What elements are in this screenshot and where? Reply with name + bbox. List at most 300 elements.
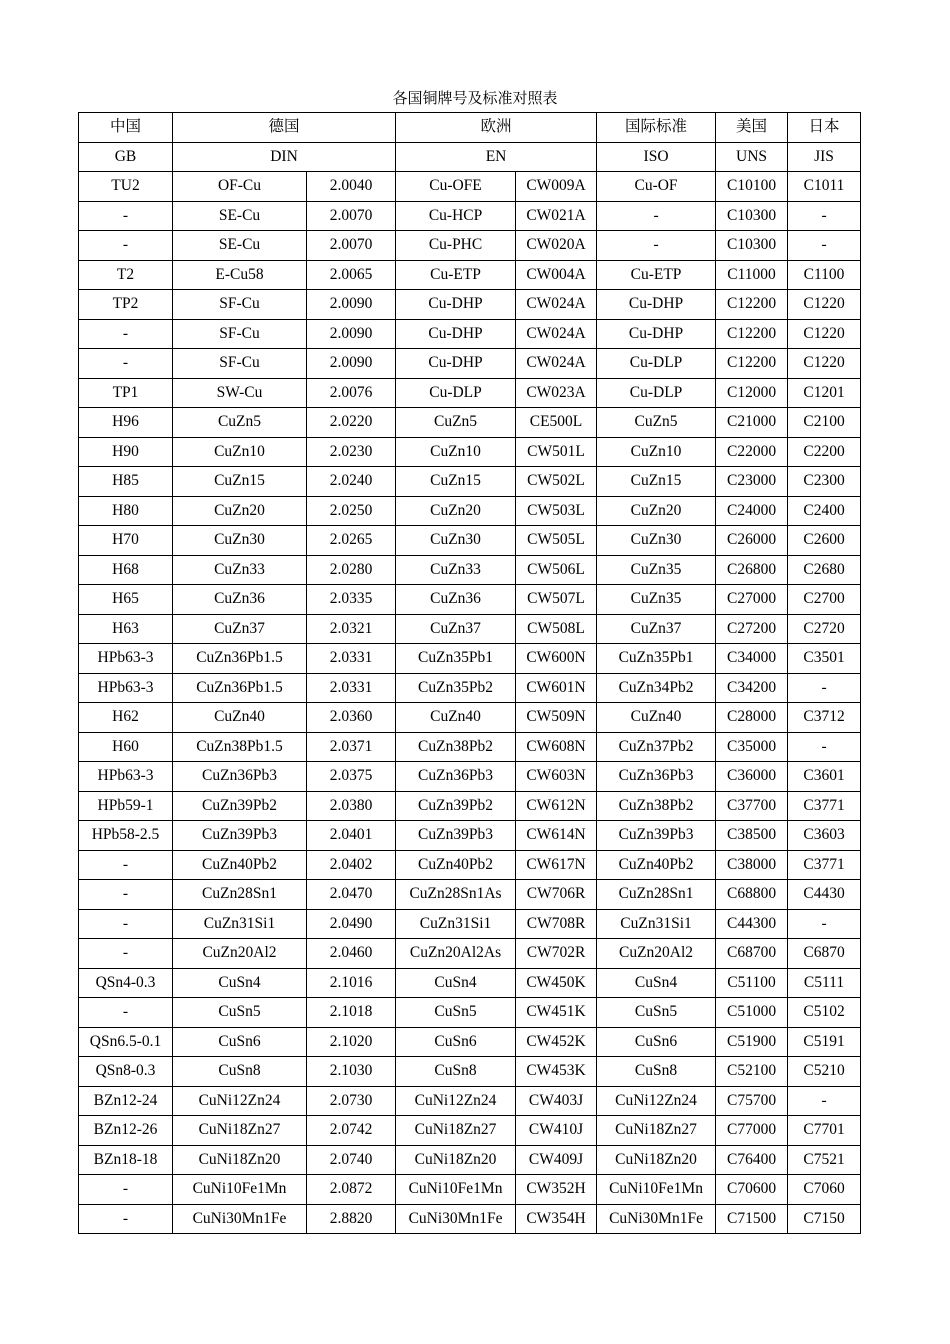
en-grade-cell: CuSn6 <box>396 1027 516 1057</box>
uns-grade-cell: C70600 <box>716 1175 788 1205</box>
en-grade-cell: Cu-DHP <box>396 319 516 349</box>
din-grade-cell: CuNi18Zn27 <box>173 1116 307 1146</box>
din-number-cell: 2.1016 <box>307 968 396 998</box>
din-grade-cell: CuNi12Zn24 <box>173 1086 307 1116</box>
en-number-cell: CW506L <box>516 555 597 585</box>
en-grade-cell: Cu-HCP <box>396 201 516 231</box>
iso-grade-cell: CuNi18Zn27 <box>597 1116 716 1146</box>
en-grade-cell: CuZn38Pb2 <box>396 732 516 762</box>
uns-grade-cell: C28000 <box>716 703 788 733</box>
country-header-row <box>79 113 861 143</box>
iso-grade-cell: CuNi18Zn20 <box>597 1145 716 1175</box>
table-row <box>79 585 861 615</box>
en-grade-cell: CuNi18Zn20 <box>396 1145 516 1175</box>
jis-grade-cell: C3603 <box>788 821 861 851</box>
din-grade-cell: CuZn10 <box>173 437 307 467</box>
iso-grade-cell: Cu-ETP <box>597 260 716 290</box>
en-grade-cell: Cu-PHC <box>396 231 516 261</box>
en-number-cell: CW024A <box>516 349 597 379</box>
uns-grade-cell: C22000 <box>716 437 788 467</box>
uns-grade-cell: C35000 <box>716 732 788 762</box>
en-grade-cell: Cu-OFE <box>396 172 516 202</box>
uns-grade-cell: C37700 <box>716 791 788 821</box>
din-grade-cell: SE-Cu <box>173 231 307 261</box>
table-row <box>79 260 861 290</box>
table-row <box>79 437 861 467</box>
uns-grade-cell: C68700 <box>716 939 788 969</box>
gb-grade-cell: H68 <box>79 555 173 585</box>
gb-grade-cell: - <box>79 319 173 349</box>
iso-grade-cell: CuZn37Pb2 <box>597 732 716 762</box>
din-grade-cell: CuZn28Sn1 <box>173 880 307 910</box>
din-number-cell: 2.0240 <box>307 467 396 497</box>
iso-grade-cell: CuNi12Zn24 <box>597 1086 716 1116</box>
table-row <box>79 880 861 910</box>
jis-grade-cell: C3771 <box>788 791 861 821</box>
iso-grade-cell: CuZn31Si1 <box>597 909 716 939</box>
din-grade-cell: CuNi10Fe1Mn <box>173 1175 307 1205</box>
header-din: DIN <box>173 142 396 172</box>
din-number-cell: 2.0371 <box>307 732 396 762</box>
en-number-cell: CW452K <box>516 1027 597 1057</box>
din-grade-cell: CuNi18Zn20 <box>173 1145 307 1175</box>
uns-grade-cell: C24000 <box>716 496 788 526</box>
din-number-cell: 2.0331 <box>307 673 396 703</box>
uns-grade-cell: C52100 <box>716 1057 788 1087</box>
jis-grade-cell: C7521 <box>788 1145 861 1175</box>
table-row <box>79 349 861 379</box>
en-number-cell: CW505L <box>516 526 597 556</box>
en-number-cell: CW503L <box>516 496 597 526</box>
table-row <box>79 172 861 202</box>
table-row <box>79 909 861 939</box>
standard-header-row <box>79 142 861 172</box>
en-number-cell: CW450K <box>516 968 597 998</box>
jis-grade-cell: C3601 <box>788 762 861 792</box>
gb-grade-cell: - <box>79 1175 173 1205</box>
table-row <box>79 791 861 821</box>
en-number-cell: CW608N <box>516 732 597 762</box>
jis-grade-cell: - <box>788 732 861 762</box>
iso-grade-cell: CuSn4 <box>597 968 716 998</box>
din-number-cell: 2.0090 <box>307 290 396 320</box>
jis-grade-cell: C5191 <box>788 1027 861 1057</box>
table-title: 各国铜牌号及标准对照表 <box>392 91 558 107</box>
jis-grade-cell: C1220 <box>788 319 861 349</box>
din-number-cell: 2.0090 <box>307 349 396 379</box>
uns-grade-cell: C26000 <box>716 526 788 556</box>
din-grade-cell: CuZn20 <box>173 496 307 526</box>
en-grade-cell: CuNi30Mn1Fe <box>396 1204 516 1234</box>
copper-grade-comparison-table <box>78 112 861 1234</box>
jis-grade-cell: - <box>788 909 861 939</box>
gb-grade-cell: - <box>79 909 173 939</box>
jis-grade-cell: C7060 <box>788 1175 861 1205</box>
jis-grade-cell: - <box>788 1086 861 1116</box>
jis-grade-cell: C3771 <box>788 850 861 880</box>
gb-grade-cell: BZn12-24 <box>79 1086 173 1116</box>
uns-grade-cell: C68800 <box>716 880 788 910</box>
gb-grade-cell: TP2 <box>79 290 173 320</box>
gb-grade-cell: TP1 <box>79 378 173 408</box>
en-number-cell: CW600N <box>516 644 597 674</box>
en-number-cell: CW024A <box>516 319 597 349</box>
en-grade-cell: CuZn35Pb2 <box>396 673 516 703</box>
iso-grade-cell: CuSn5 <box>597 998 716 1028</box>
din-number-cell: 2.0076 <box>307 378 396 408</box>
gb-grade-cell: H70 <box>79 526 173 556</box>
jis-grade-cell: C6870 <box>788 939 861 969</box>
table-row <box>79 231 861 261</box>
din-grade-cell: CuZn39Pb2 <box>173 791 307 821</box>
din-grade-cell: CuZn37 <box>173 614 307 644</box>
iso-grade-cell: - <box>597 201 716 231</box>
gb-grade-cell: QSn8-0.3 <box>79 1057 173 1087</box>
iso-grade-cell: CuZn35 <box>597 555 716 585</box>
uns-grade-cell: C38000 <box>716 850 788 880</box>
en-number-cell: CW004A <box>516 260 597 290</box>
din-number-cell: 2.0380 <box>307 791 396 821</box>
table-row <box>79 319 861 349</box>
table-row <box>79 408 861 438</box>
gb-grade-cell: T2 <box>79 260 173 290</box>
din-number-cell: 2.0401 <box>307 821 396 851</box>
din-number-cell: 2.0230 <box>307 437 396 467</box>
din-number-cell: 2.0335 <box>307 585 396 615</box>
jis-grade-cell: C1220 <box>788 290 861 320</box>
en-number-cell: CW352H <box>516 1175 597 1205</box>
en-grade-cell: Cu-DHP <box>396 290 516 320</box>
en-number-cell: CW708R <box>516 909 597 939</box>
iso-grade-cell: Cu-OF <box>597 172 716 202</box>
din-number-cell: 2.0460 <box>307 939 396 969</box>
gb-grade-cell: - <box>79 1204 173 1234</box>
din-grade-cell: CuZn40 <box>173 703 307 733</box>
table-row <box>79 762 861 792</box>
en-grade-cell: Cu-ETP <box>396 260 516 290</box>
en-number-cell: CW601N <box>516 673 597 703</box>
en-number-cell: CW617N <box>516 850 597 880</box>
header-jis: JIS <box>788 142 861 172</box>
en-grade-cell: CuZn36 <box>396 585 516 615</box>
en-number-cell: CE500L <box>516 408 597 438</box>
en-grade-cell: CuZn33 <box>396 555 516 585</box>
en-number-cell: CW453K <box>516 1057 597 1087</box>
iso-grade-cell: CuNi10Fe1Mn <box>597 1175 716 1205</box>
din-grade-cell: CuNi30Mn1Fe <box>173 1204 307 1234</box>
uns-grade-cell: C34200 <box>716 673 788 703</box>
en-number-cell: CW410J <box>516 1116 597 1146</box>
din-grade-cell: SF-Cu <box>173 290 307 320</box>
en-number-cell: CW603N <box>516 762 597 792</box>
gb-grade-cell: HPb59-1 <box>79 791 173 821</box>
table-row <box>79 378 861 408</box>
iso-grade-cell: CuZn10 <box>597 437 716 467</box>
jis-grade-cell: C5111 <box>788 968 861 998</box>
uns-grade-cell: C27200 <box>716 614 788 644</box>
jis-grade-cell: C2100 <box>788 408 861 438</box>
header-europe: 欧洲 <box>396 113 597 143</box>
en-grade-cell: CuZn39Pb3 <box>396 821 516 851</box>
table-row <box>79 850 861 880</box>
iso-grade-cell: Cu-DHP <box>597 290 716 320</box>
gb-grade-cell: - <box>79 939 173 969</box>
din-number-cell: 2.0280 <box>307 555 396 585</box>
iso-grade-cell: CuZn34Pb2 <box>597 673 716 703</box>
iso-grade-cell: CuZn28Sn1 <box>597 880 716 910</box>
din-grade-cell: CuZn30 <box>173 526 307 556</box>
table-body <box>79 172 861 1234</box>
din-grade-cell: CuZn33 <box>173 555 307 585</box>
gb-grade-cell: - <box>79 998 173 1028</box>
din-number-cell: 2.0402 <box>307 850 396 880</box>
en-grade-cell: CuZn28Sn1As <box>396 880 516 910</box>
din-number-cell: 2.0742 <box>307 1116 396 1146</box>
table-row <box>79 614 861 644</box>
en-grade-cell: CuZn31Si1 <box>396 909 516 939</box>
din-number-cell: 2.0220 <box>307 408 396 438</box>
jis-grade-cell: C7150 <box>788 1204 861 1234</box>
gb-grade-cell: H62 <box>79 703 173 733</box>
din-grade-cell: SE-Cu <box>173 201 307 231</box>
table-row <box>79 1175 861 1205</box>
uns-grade-cell: C10100 <box>716 172 788 202</box>
uns-grade-cell: C10300 <box>716 231 788 261</box>
din-number-cell: 2.0490 <box>307 909 396 939</box>
uns-grade-cell: C38500 <box>716 821 788 851</box>
jis-grade-cell: C2200 <box>788 437 861 467</box>
table-row <box>79 555 861 585</box>
en-number-cell: CW021A <box>516 201 597 231</box>
din-number-cell: 2.0265 <box>307 526 396 556</box>
din-grade-cell: CuZn36 <box>173 585 307 615</box>
din-number-cell: 2.1030 <box>307 1057 396 1087</box>
din-number-cell: 2.0470 <box>307 880 396 910</box>
uns-grade-cell: C27000 <box>716 585 788 615</box>
jis-grade-cell: C5102 <box>788 998 861 1028</box>
jis-grade-cell: C5210 <box>788 1057 861 1087</box>
header-germany: 德国 <box>173 113 396 143</box>
table-row <box>79 1027 861 1057</box>
en-grade-cell: CuNi12Zn24 <box>396 1086 516 1116</box>
uns-grade-cell: C12200 <box>716 349 788 379</box>
gb-grade-cell: HPb63-3 <box>79 762 173 792</box>
din-number-cell: 2.0331 <box>307 644 396 674</box>
table-row <box>79 821 861 851</box>
din-number-cell: 2.0090 <box>307 319 396 349</box>
table-row <box>79 526 861 556</box>
table-row <box>79 644 861 674</box>
uns-grade-cell: C11000 <box>716 260 788 290</box>
table-row <box>79 290 861 320</box>
uns-grade-cell: C75700 <box>716 1086 788 1116</box>
jis-grade-cell: C2680 <box>788 555 861 585</box>
uns-grade-cell: C44300 <box>716 909 788 939</box>
din-number-cell: 2.0250 <box>307 496 396 526</box>
jis-grade-cell: C1100 <box>788 260 861 290</box>
en-number-cell: CW023A <box>516 378 597 408</box>
din-grade-cell: CuZn5 <box>173 408 307 438</box>
din-number-cell: 2.0070 <box>307 231 396 261</box>
iso-grade-cell: CuZn30 <box>597 526 716 556</box>
uns-grade-cell: C23000 <box>716 467 788 497</box>
table-row <box>79 201 861 231</box>
din-grade-cell: SF-Cu <box>173 349 307 379</box>
iso-grade-cell: CuZn40 <box>597 703 716 733</box>
uns-grade-cell: C10300 <box>716 201 788 231</box>
din-grade-cell: CuZn36Pb1.5 <box>173 644 307 674</box>
uns-grade-cell: C71500 <box>716 1204 788 1234</box>
iso-grade-cell: CuZn35 <box>597 585 716 615</box>
din-grade-cell: CuSn6 <box>173 1027 307 1057</box>
table-row <box>79 467 861 497</box>
uns-grade-cell: C26800 <box>716 555 788 585</box>
gb-grade-cell: H65 <box>79 585 173 615</box>
din-grade-cell: CuSn8 <box>173 1057 307 1087</box>
uns-grade-cell: C21000 <box>716 408 788 438</box>
iso-grade-cell: Cu-DLP <box>597 349 716 379</box>
en-number-cell: CW702R <box>516 939 597 969</box>
jis-grade-cell: C2400 <box>788 496 861 526</box>
en-number-cell: CW403J <box>516 1086 597 1116</box>
gb-grade-cell: HPb63-3 <box>79 644 173 674</box>
iso-grade-cell: CuNi30Mn1Fe <box>597 1204 716 1234</box>
din-number-cell: 2.0065 <box>307 260 396 290</box>
en-grade-cell: CuNi10Fe1Mn <box>396 1175 516 1205</box>
uns-grade-cell: C12200 <box>716 290 788 320</box>
jis-grade-cell: C3712 <box>788 703 861 733</box>
header-usa: 美国 <box>716 113 788 143</box>
table-row <box>79 1116 861 1146</box>
uns-grade-cell: C76400 <box>716 1145 788 1175</box>
din-grade-cell: SW-Cu <box>173 378 307 408</box>
gb-grade-cell: - <box>79 349 173 379</box>
iso-grade-cell: Cu-DHP <box>597 319 716 349</box>
gb-grade-cell: HPb63-3 <box>79 673 173 703</box>
din-number-cell: 2.0730 <box>307 1086 396 1116</box>
gb-grade-cell: H63 <box>79 614 173 644</box>
uns-grade-cell: C51900 <box>716 1027 788 1057</box>
din-number-cell: 2.0321 <box>307 614 396 644</box>
din-number-cell: 2.1020 <box>307 1027 396 1057</box>
uns-grade-cell: C12200 <box>716 319 788 349</box>
table-row <box>79 673 861 703</box>
din-grade-cell: OF-Cu <box>173 172 307 202</box>
iso-grade-cell: CuZn35Pb1 <box>597 644 716 674</box>
iso-grade-cell: CuZn36Pb3 <box>597 762 716 792</box>
din-grade-cell: SF-Cu <box>173 319 307 349</box>
table-row <box>79 703 861 733</box>
en-number-cell: CW501L <box>516 437 597 467</box>
iso-grade-cell: CuZn15 <box>597 467 716 497</box>
din-grade-cell: CuZn31Si1 <box>173 909 307 939</box>
jis-grade-cell: C2300 <box>788 467 861 497</box>
gb-grade-cell: - <box>79 231 173 261</box>
en-grade-cell: CuSn5 <box>396 998 516 1028</box>
iso-grade-cell: CuZn5 <box>597 408 716 438</box>
jis-grade-cell: C1201 <box>788 378 861 408</box>
en-grade-cell: CuSn8 <box>396 1057 516 1087</box>
en-grade-cell: CuZn5 <box>396 408 516 438</box>
din-number-cell: 2.8820 <box>307 1204 396 1234</box>
din-number-cell: 2.0040 <box>307 172 396 202</box>
en-number-cell: CW502L <box>516 467 597 497</box>
gb-grade-cell: - <box>79 201 173 231</box>
table-row <box>79 1057 861 1087</box>
din-number-cell: 2.1018 <box>307 998 396 1028</box>
din-grade-cell: CuZn39Pb3 <box>173 821 307 851</box>
iso-grade-cell: CuSn8 <box>597 1057 716 1087</box>
iso-grade-cell: CuZn39Pb3 <box>597 821 716 851</box>
en-grade-cell: CuZn40Pb2 <box>396 850 516 880</box>
jis-grade-cell: C2720 <box>788 614 861 644</box>
header-gb: GB <box>79 142 173 172</box>
uns-grade-cell: C36000 <box>716 762 788 792</box>
jis-grade-cell: C4430 <box>788 880 861 910</box>
jis-grade-cell: - <box>788 673 861 703</box>
en-grade-cell: CuSn4 <box>396 968 516 998</box>
gb-grade-cell: - <box>79 880 173 910</box>
header-international: 国际标准 <box>597 113 716 143</box>
table-row <box>79 968 861 998</box>
uns-grade-cell: C34000 <box>716 644 788 674</box>
en-number-cell: CW451K <box>516 998 597 1028</box>
din-grade-cell: CuZn20Al2 <box>173 939 307 969</box>
jis-grade-cell: C3501 <box>788 644 861 674</box>
din-grade-cell: CuSn4 <box>173 968 307 998</box>
en-grade-cell: CuZn36Pb3 <box>396 762 516 792</box>
jis-grade-cell: C7701 <box>788 1116 861 1146</box>
din-grade-cell: CuZn36Pb3 <box>173 762 307 792</box>
table-row <box>79 496 861 526</box>
din-grade-cell: E-Cu58 <box>173 260 307 290</box>
en-number-cell: CW020A <box>516 231 597 261</box>
iso-grade-cell: CuSn6 <box>597 1027 716 1057</box>
gb-grade-cell: H80 <box>79 496 173 526</box>
din-number-cell: 2.0872 <box>307 1175 396 1205</box>
gb-grade-cell: BZn12-26 <box>79 1116 173 1146</box>
table-row <box>79 998 861 1028</box>
header-uns: UNS <box>716 142 788 172</box>
gb-grade-cell: QSn6.5-0.1 <box>79 1027 173 1057</box>
en-grade-cell: CuZn39Pb2 <box>396 791 516 821</box>
header-iso: ISO <box>597 142 716 172</box>
iso-grade-cell: CuZn38Pb2 <box>597 791 716 821</box>
din-grade-cell: CuZn38Pb1.5 <box>173 732 307 762</box>
jis-grade-cell: C2600 <box>788 526 861 556</box>
en-grade-cell: Cu-DLP <box>396 378 516 408</box>
en-grade-cell: CuZn20Al2As <box>396 939 516 969</box>
din-number-cell: 2.0375 <box>307 762 396 792</box>
en-grade-cell: CuZn15 <box>396 467 516 497</box>
din-number-cell: 2.0360 <box>307 703 396 733</box>
gb-grade-cell: H96 <box>79 408 173 438</box>
jis-grade-cell: - <box>788 201 861 231</box>
gb-grade-cell: H60 <box>79 732 173 762</box>
en-number-cell: CW024A <box>516 290 597 320</box>
table-row <box>79 1145 861 1175</box>
en-number-cell: CW409J <box>516 1145 597 1175</box>
din-grade-cell: CuSn5 <box>173 998 307 1028</box>
gb-grade-cell: TU2 <box>79 172 173 202</box>
din-number-cell: 2.0740 <box>307 1145 396 1175</box>
en-grade-cell: CuZn10 <box>396 437 516 467</box>
header-en: EN <box>396 142 597 172</box>
iso-grade-cell: CuZn20Al2 <box>597 939 716 969</box>
iso-grade-cell: Cu-DLP <box>597 378 716 408</box>
uns-grade-cell: C51100 <box>716 968 788 998</box>
din-number-cell: 2.0070 <box>307 201 396 231</box>
